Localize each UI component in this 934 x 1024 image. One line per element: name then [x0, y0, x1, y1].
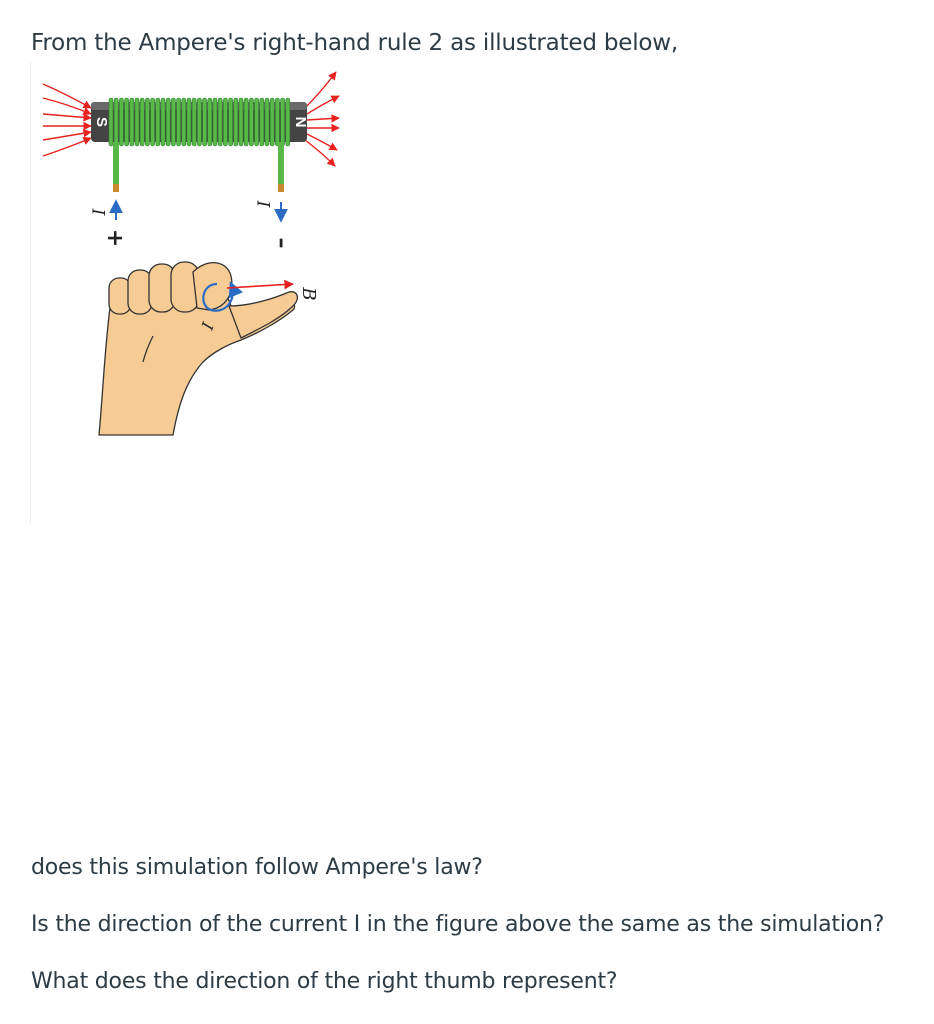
coil-turn [192, 98, 196, 146]
coil-turn [281, 98, 285, 146]
coil-turn [161, 98, 165, 146]
right-field-lines [305, 72, 339, 166]
current-label-right: I [255, 200, 275, 208]
coil-turn [119, 98, 123, 146]
coil-turn [218, 98, 222, 146]
coil-turn [197, 98, 201, 146]
coil-turn [255, 98, 259, 146]
question-current-direction: Is the direction of the current I in the figure above the same as the simulation? [31, 912, 885, 937]
coil-turn [229, 98, 233, 146]
right-hand-illustration [99, 262, 297, 435]
coil-turn [239, 98, 243, 146]
coil-turn [135, 98, 139, 146]
terminal-plus: + [103, 228, 128, 248]
coil-turn [145, 98, 149, 146]
coil-turn [177, 98, 181, 146]
coil-turn [151, 98, 155, 146]
coil-turn [130, 98, 134, 146]
coil-turn [275, 98, 279, 146]
coil-turn [286, 98, 290, 146]
coil-turn [140, 98, 144, 146]
coil-turn [265, 98, 269, 146]
current-label-left: I [90, 208, 110, 216]
lead-wires [113, 142, 284, 192]
pole-north-label: N [292, 116, 309, 128]
question-ampere-law: does this simulation follow Ampere's law? [31, 855, 483, 880]
coil-turn [166, 98, 170, 146]
coil-turn [249, 98, 253, 146]
coil-turn [125, 98, 129, 146]
coil-turn [114, 98, 118, 146]
coil-turn [260, 98, 264, 146]
coil-turn [156, 98, 160, 146]
pole-south-label: S [93, 116, 110, 128]
coil-turn [213, 98, 217, 146]
coil-turn [208, 98, 212, 146]
coil-turn [223, 98, 227, 146]
coil-turn [244, 98, 248, 146]
coil-windings [109, 98, 290, 146]
coil-turn [187, 98, 191, 146]
question-thumb-direction: What does the direction of the right thumb represent? [31, 969, 618, 994]
coil-turn [171, 98, 175, 146]
field-label: B [298, 287, 319, 301]
intro-text: From the Ampere's right-hand rule 2 as illustrated below, [31, 30, 678, 56]
coil-turn [203, 98, 207, 146]
terminal-minus: – [268, 237, 293, 249]
curl-current-label: I [197, 319, 218, 333]
coil-turn [234, 98, 238, 146]
right-hand-rule-figure [30, 62, 343, 524]
coil-turn [182, 98, 186, 146]
coil-turn [270, 98, 274, 146]
left-field-lines [43, 84, 91, 156]
field-direction-arrow [227, 284, 293, 288]
